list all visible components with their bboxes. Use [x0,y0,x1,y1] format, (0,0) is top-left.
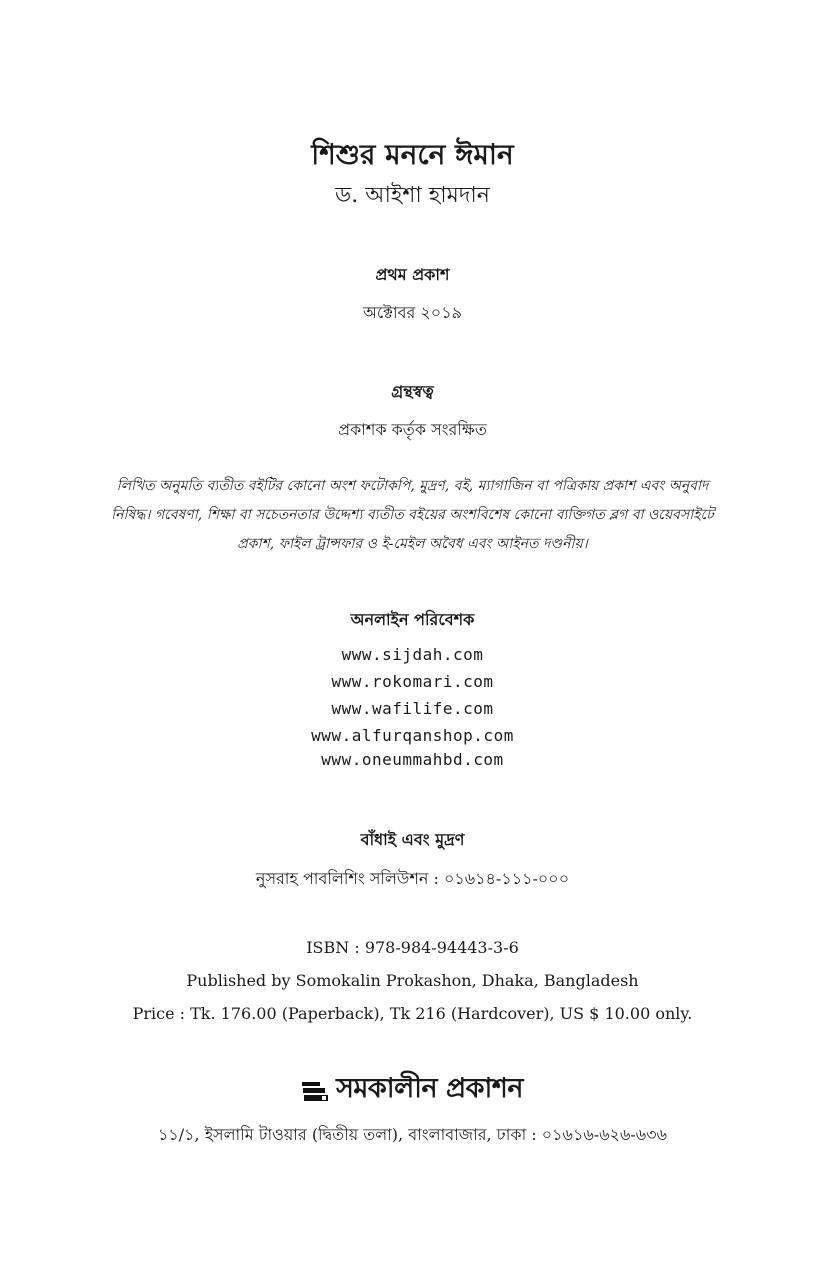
distributor-link[interactable]: www.wafilife.com [331,699,494,718]
book-stack-icon [302,1080,328,1102]
book-title: শিশুর মননে ঈমান [311,138,514,171]
publisher-address: ১১/১, ইসলামি টাওয়ার (দ্বিতীয় তলা), বাংলাবাজার, ঢাকা : ০১৬১৬-৬২৬-৬৩৬ [158,1125,667,1144]
distributor-link[interactable]: www.alfurqanshop.com [311,726,514,745]
copyright-heading: গ্রন্থস্বত্ব [391,382,434,401]
distributors-heading: অনলাইন পরিবেশক [350,610,475,629]
publisher-logo [0,1068,825,1113]
distributor-link[interactable]: www.rokomari.com [331,672,494,691]
isbn: ISBN : 978-984-94443-3-6 [306,938,519,957]
publisher-logo-text: সমকালীন প্রকাশন [336,1073,523,1104]
printing-heading: বাঁধাই এবং মুদ্রণ [360,830,465,849]
distributor-link[interactable]: www.sijdah.com [341,645,484,664]
book-author: ড. আইশা হামদান [335,183,490,208]
copyright-notice: লিখিত অনুমতি ব্যতীত বইটির কোনো অংশ ফটোকপি, মুদ্রণ, বই, ম্যাগাজিন বা পত্রিকায় প্রকাশ এবং অনুবাদ নিষিদ্ধ। গবেষণা, শিক্ষা বা সচেতনতার উদ্দেশ্য ব্যতীত বইয়ের অংশবিশেষ কোনো ব্যক্তিগত ব্লগ বা ওয়েবসাইটে প্রকাশ, ফাইল ট্রান্সফার ও ই-মেইল অবৈধ এবং আইনত দণ্ডনীয়। [111,478,714,552]
price: Price : Tk. 176.00 (Paperback), Tk 216 (Hardcover), US $ 10.00 only. [132,1004,693,1023]
published-by: Published by Somokalin Prokashon, Dhaka, Bangladesh [186,971,639,990]
copyright-text: প্রকাশক কর্তৃক সংরক্ষিত [338,420,487,439]
first-edition-date: অক্টোবর ২০১৯ [363,303,462,322]
printing-text: নুসরাহ পাবলিশিং সলিউশন : ০১৬১৪-১১১-০০০ [255,869,570,888]
distributor-link[interactable]: www.oneummahbd.com [321,750,504,769]
first-edition-heading: প্রথম প্রকাশ [375,265,450,284]
